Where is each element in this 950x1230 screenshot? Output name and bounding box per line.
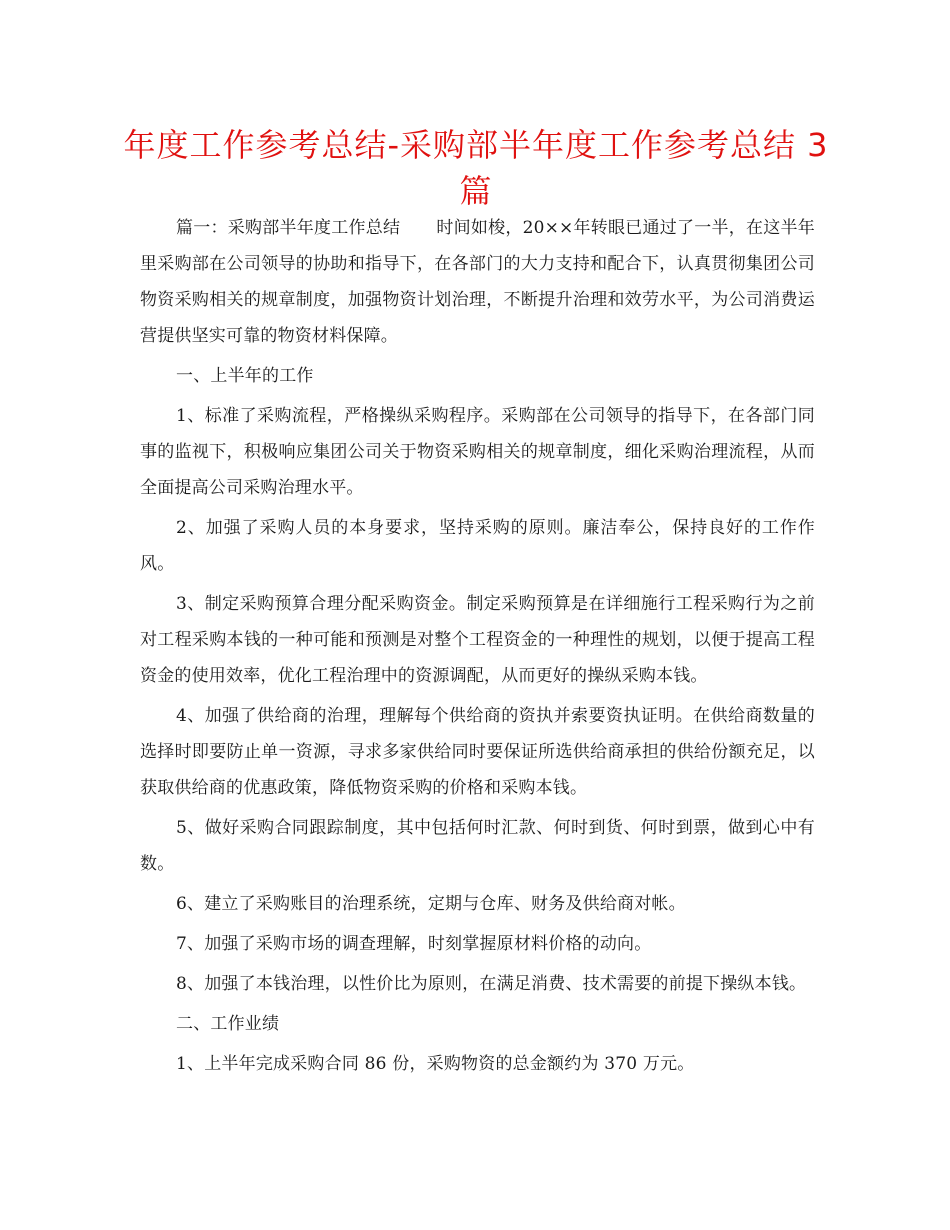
list-item: 4、加强了供给商的治理，理解每个供给商的资执并索要资执证明。在供给商数量的选择时即要防止单一资源，寻求多家供给同时要保证所选供给商承担的供给份额充足，以获取供给商的优惠政策，降低物资采购的价格和采购本钱。	[140, 706, 815, 798]
document-body	[140, 210, 815, 1086]
list-item: 1、标准了采购流程，严格操纵采购程序。采购部在公司领导的指导下，在各部门同事的监视下，积极响应集团公司关于物资采购相关的规章制度，细化采购治理流程，从而全面提高公司采购治理水平。	[140, 406, 815, 498]
list-item: 3、制定采购预算合理分配采购资金。制定采购预算是在详细施行工程采购行为之前对工程采购本钱的一种可能和预测是对整个工程资金的一种理性的规划，以便于提高工程资金的使用效率，优化工程治理中的资源调配，从而更好的操纵采购本钱。	[140, 594, 815, 686]
list-item: 2、加强了采购人员的本身要求，坚持采购的原则。廉洁奉公，保持良好的工作作风。	[140, 518, 815, 574]
list-item: 6、建立了采购账目的治理系统，定期与仓库、财务及供给商对帐。	[176, 894, 686, 914]
section-heading-work: 一、上半年的工作	[176, 366, 314, 386]
list-item: 7、加强了采购市场的调查理解，时刻掌握原材料价格的动向。	[176, 934, 652, 954]
section-heading-achievements: 二、工作业绩	[176, 1014, 280, 1034]
intro-text: 时间如梭，20××年转眼已通过了一半，在这半年里采购部在公司领导的协助和指导下，在各部门的大力支持和配合下，认真贯彻集团公司物资采购相关的规章制度，加强物资计划治理，不断提升治理和效劳水平，为公司消费运营提供坚实可靠的物资材料保障。	[140, 218, 815, 346]
document-title: 年度工作参考总结-采购部半年度工作参考总结 3 篇	[123, 126, 829, 210]
list-item: 5、做好采购合同跟踪制度，其中包括何时汇款、何时到货、何时到票，做到心中有数。	[140, 818, 815, 874]
intro-heading: 篇一：采购部半年度工作总结	[176, 218, 401, 238]
intro-paragraph	[140, 210, 815, 354]
list-item: 8、加强了本钱治理，以性价比为原则，在满足消费、技术需要的前提下操纵本钱。	[176, 974, 807, 994]
achievement-item: 1、上半年完成采购合同 86 份，采购物资的总金额约为 370 万元。	[176, 1054, 695, 1074]
